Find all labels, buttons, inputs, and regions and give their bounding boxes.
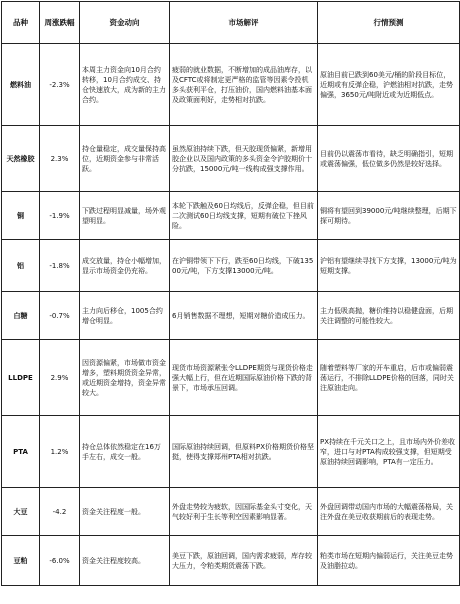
forecast: 目前仍以震荡市看待，缺乏明确指引，短期或震荡偏强，低位做多仍然是较好选择。	[318, 126, 460, 192]
forecast: 主力低吸高抛，糖价维持以稳健盘面，后期关注调整的可能性较大。	[318, 292, 460, 340]
capital-flow: 下跌过程明显减量，场外观望明显。	[80, 192, 170, 240]
forecast: 原油目前已跌到60美元/桶的阶段目标位，近期或有反弹企稳，沪燃油相对抗跌，走势偏强，3650元/吨附近或为近期低点。	[318, 44, 460, 126]
header-forecast: 行情预测	[318, 2, 460, 44]
capital-flow: 持仓总体依然稳定在16万手左右，成交一般。	[80, 416, 170, 488]
weekly-change: 1.2%	[40, 416, 80, 488]
capital-flow: 主力向后移仓，1005合约增仓明显。	[80, 292, 170, 340]
capital-flow: 成交放量，持仓小幅增加，显示市场资金仍充裕。	[80, 240, 170, 292]
table-row	[2, 340, 460, 416]
forecast: 粕类市场在短期内偏弱运行，关注美豆走势及油脂拉动。	[318, 536, 460, 586]
header-weekly-change: 周涨跌幅	[40, 2, 80, 44]
variety-name: 豆粕	[2, 536, 40, 586]
table-row	[2, 292, 460, 340]
table-row	[2, 126, 460, 192]
weekly-change: -0.7%	[40, 292, 80, 340]
variety-name: 大豆	[2, 488, 40, 536]
weekly-change: 2.3%	[40, 126, 80, 192]
weekly-change: -4.2	[40, 488, 80, 536]
market-report-table	[1, 1, 460, 586]
market-comment: 本轮下跌触及60日均线后，反弹企稳，但目前二次测试60日均线支撑，短期有破位下挫风险。	[170, 192, 318, 240]
forecast: 铜将有望回到39000元/吨继续整理，后期下探可期待。	[318, 192, 460, 240]
table-row	[2, 44, 460, 126]
capital-flow: 持仓量稳定，成交量保持高位，近期资金参与非常活跃。	[80, 126, 170, 192]
capital-flow: 资金关注程度较高。	[80, 536, 170, 586]
variety-name: 白糖	[2, 292, 40, 340]
forecast: 沪铝有望继续寻找下方支撑，13000元/吨为短期支撑。	[318, 240, 460, 292]
market-comment: 国际原油持续回调，但原料PX价格期货价格坚挺，使得支撑郑州PTA相对抗跌。	[170, 416, 318, 488]
market-comment: 现货市场资源紧张令LLDPE期货与现货价格走强大幅上行，但在近期国际原油价格下跌的背景下，市场承压回调。	[170, 340, 318, 416]
table-row	[2, 536, 460, 586]
capital-flow: 本周主力资金向10月合约转移，10月合约成交、持仓快速放大，成为新的主力合约。	[80, 44, 170, 126]
header-row	[2, 2, 460, 44]
variety-name: LLDPE	[2, 340, 40, 416]
header-market-comment: 市场解评	[170, 2, 318, 44]
forecast: 外盘回调带动国内市场的大幅震荡格局，关注外盘在美豆收获期前后的表现走势。	[318, 488, 460, 536]
table-row	[2, 192, 460, 240]
market-comment: 美豆下跌，原油回调，国内需求疲弱，库存较大压力，令粕类期货震荡下跌。	[170, 536, 318, 586]
table-row	[2, 240, 460, 292]
header-variety: 品种	[2, 2, 40, 44]
variety-name: 燃料油	[2, 44, 40, 126]
weekly-change: -1.8%	[40, 240, 80, 292]
weekly-change: -2.3%	[40, 44, 80, 126]
weekly-change: -1.9%	[40, 192, 80, 240]
market-comment: 虽然原油持续下跌，但天胶现货偏紧，新增用胶企业以及国内政策的多头资金令沪胶期价十分抗跌，15000元/吨一线构成强支撑作用。	[170, 126, 318, 192]
capital-flow: 因资源偏紧，市场做市资金增多，塑料期货资金异常，或近期资金增持，资金异常较大。	[80, 340, 170, 416]
market-comment: 疲弱的就业数据，不断增加的成品油库存，以及CFTC或将制定更严格的监管等因素令投机多头获利平仓，打压油价，国内燃料油基本面及政策面利好，走势相对抗跌。	[170, 44, 318, 126]
weekly-change: 2.9%	[40, 340, 80, 416]
variety-name: PTA	[2, 416, 40, 488]
forecast: 随着塑料等厂家的开车重启，后市或偏弱震荡运行，不排除LLDPE价格的回落，同时关注原油走向。	[318, 340, 460, 416]
variety-name: 铝	[2, 240, 40, 292]
market-comment: 外盘走势较为疲软，因国际基金头寸变化，天气较好利于生长等利空因素影响显著。	[170, 488, 318, 536]
table-row	[2, 416, 460, 488]
forecast: PX持续在千元关口之上，且市场内外价差收窄，进口与对PTA构成较强支撑，但短期受原油持续回调影响，PTA有一定压力。	[318, 416, 460, 488]
header-capital-flow: 资金动向	[80, 2, 170, 44]
market-comment: 6月销售数据不理想，短期对糖价造成压力。	[170, 292, 318, 340]
variety-name: 铜	[2, 192, 40, 240]
table-row	[2, 488, 460, 536]
market-comment: 在沪铜带领下下行，跌至60日均线，下破13500元/吨，下方支撑13000元/吨。	[170, 240, 318, 292]
variety-name: 天然橡胶	[2, 126, 40, 192]
capital-flow: 资金关注程度一般。	[80, 488, 170, 536]
weekly-change: -6.0%	[40, 536, 80, 586]
